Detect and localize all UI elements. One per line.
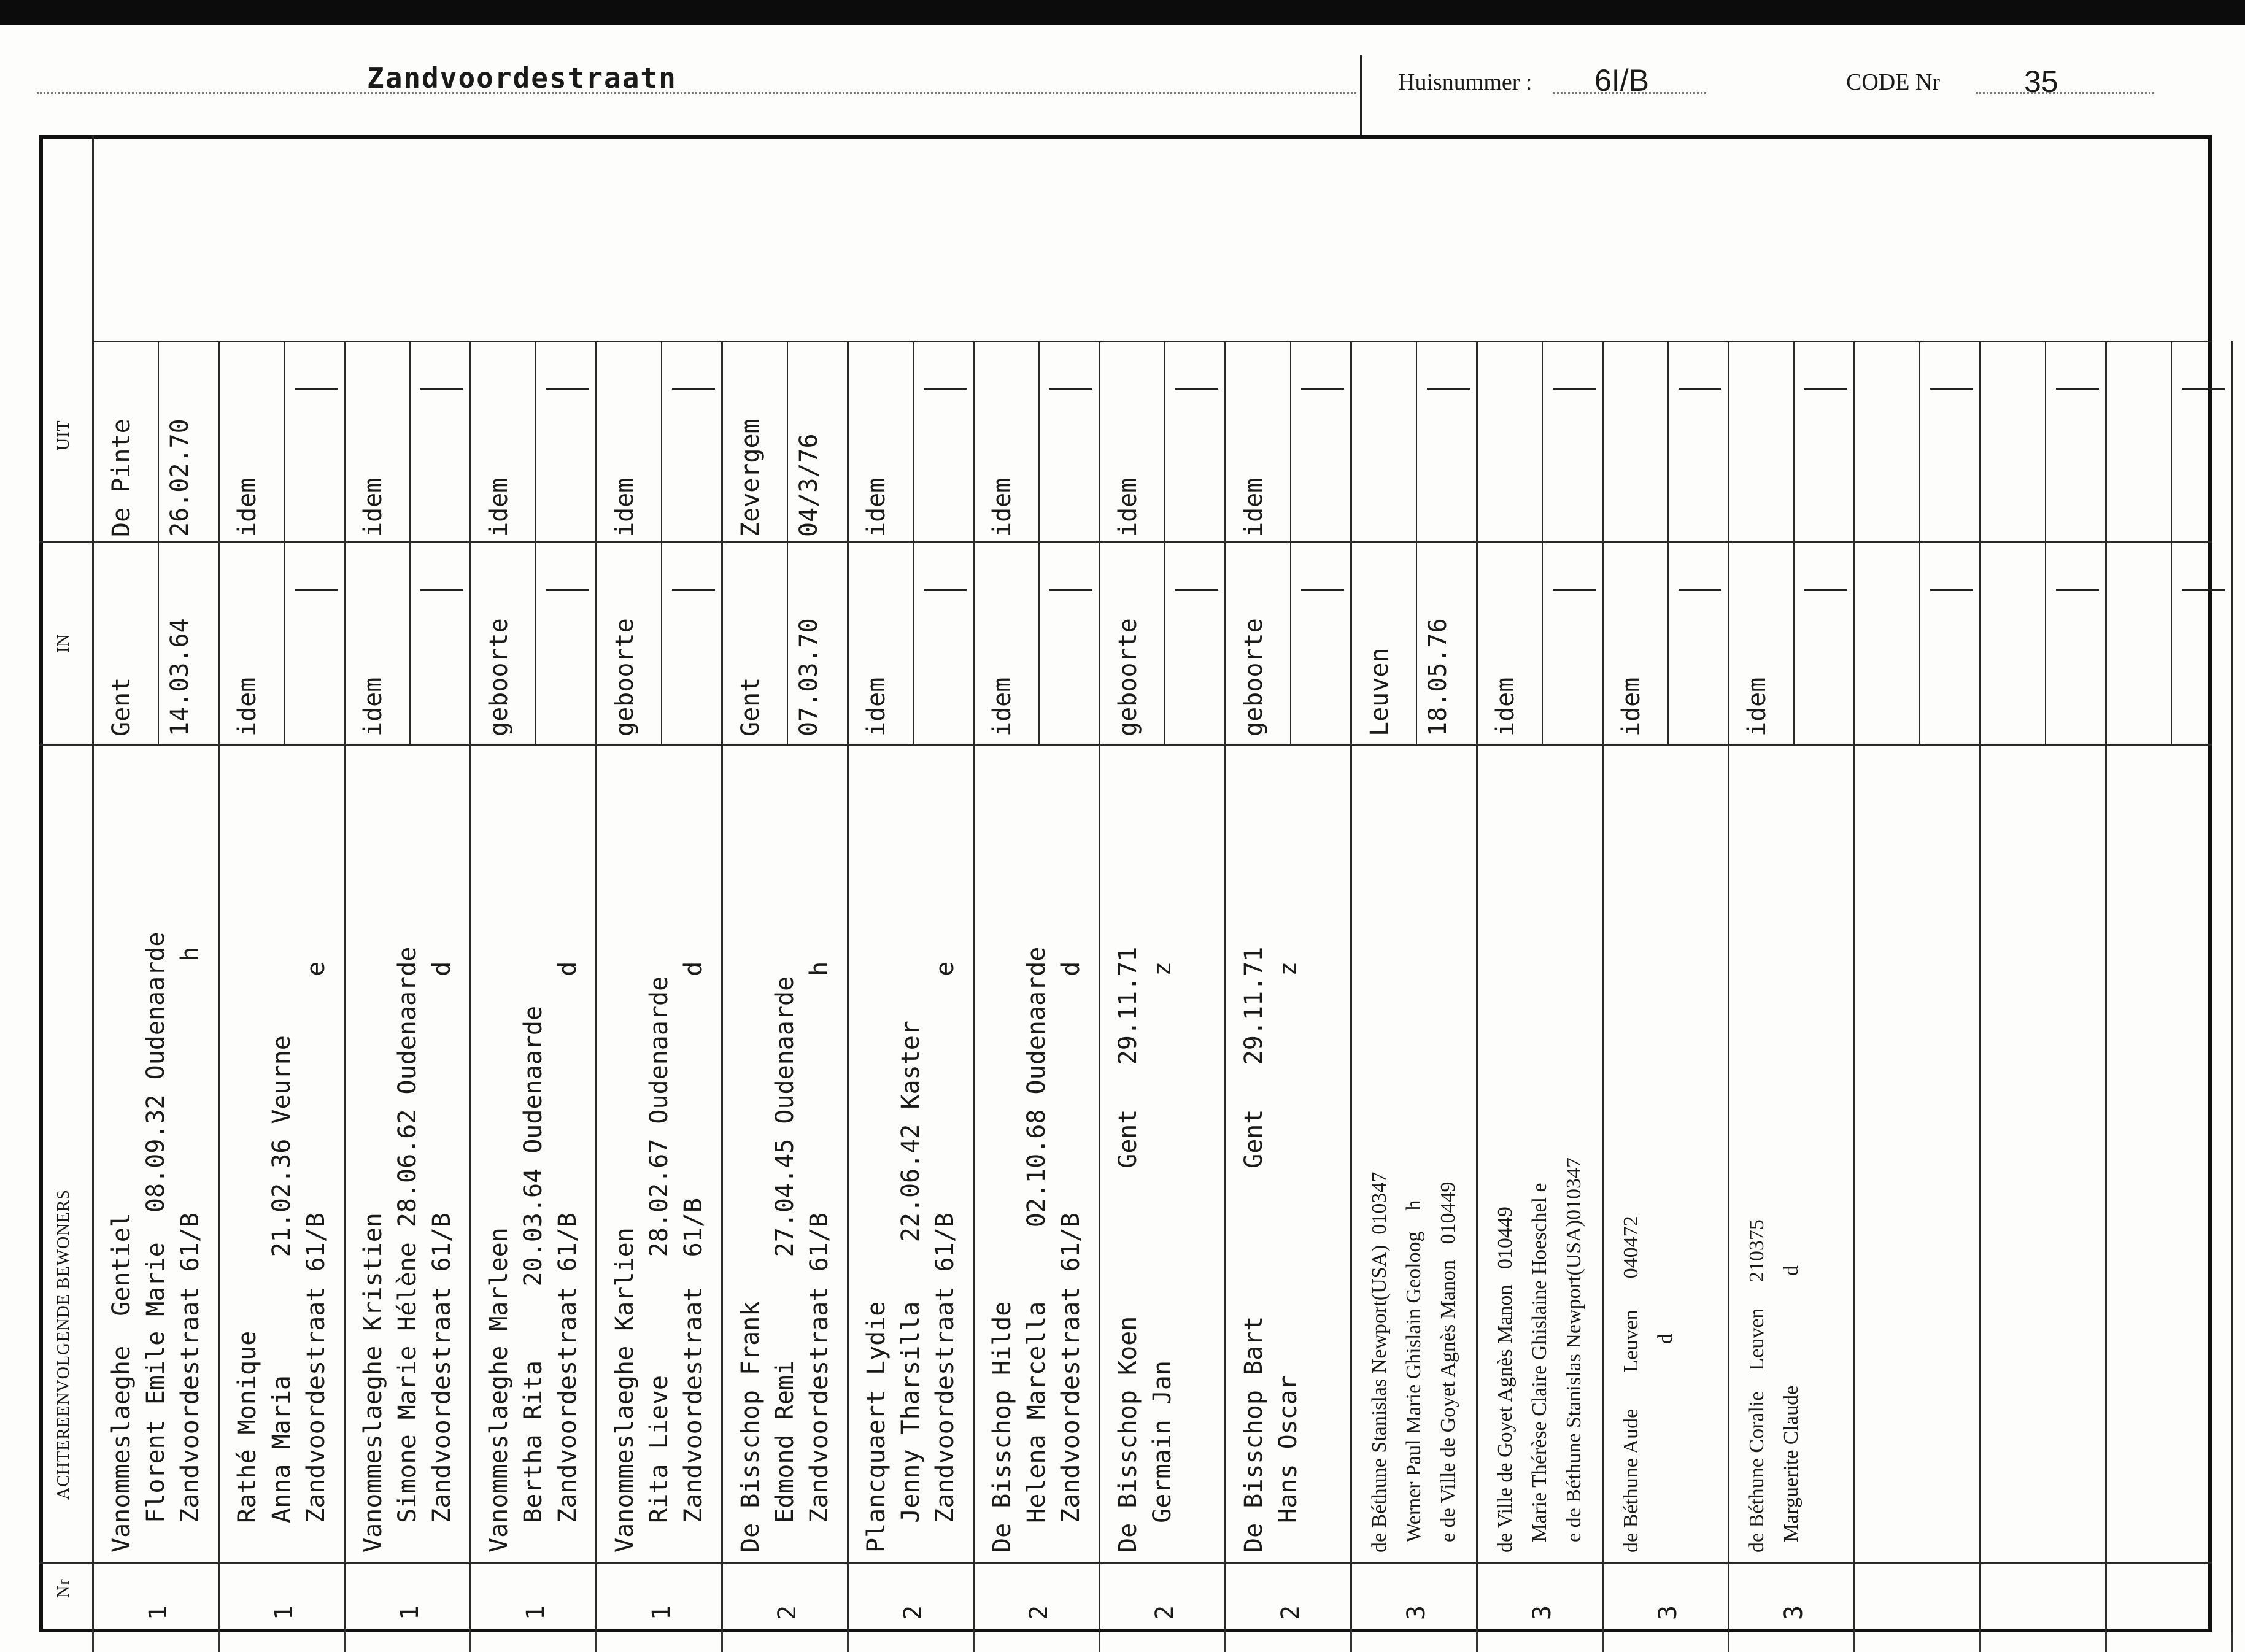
empty-cell-dash — [1427, 388, 1470, 390]
in-place: geboorte — [485, 618, 513, 736]
row-nr: 1 — [144, 1605, 172, 1620]
empty-cell-dash — [1301, 388, 1344, 390]
resident-entry: De Bisschop Frank Edmond Remi 27.04.45 Oudenaarde Zandvoordestraat 61/B h — [736, 961, 833, 1553]
bottom-edge-tick — [1602, 1632, 1604, 1652]
street-name: Zandvoordestraatn — [367, 61, 677, 95]
code-value: 35 — [2024, 64, 2058, 99]
heading-bewoners: ACHTEREENVOLGENDE BEWONERS — [54, 1189, 73, 1500]
uit-place: idem — [233, 477, 261, 537]
uit-place: idem — [1240, 477, 1268, 537]
empty-cell-dash — [924, 388, 967, 390]
uit-place: Zevergem — [736, 419, 765, 537]
heading-in: IN — [54, 633, 73, 653]
empty-cell-dash — [2182, 589, 2225, 591]
empty-cell-dash — [1175, 589, 1218, 591]
bottom-edge-tick — [973, 1632, 975, 1652]
empty-cell-dash — [1553, 589, 1596, 591]
in-place: idem — [988, 677, 1016, 736]
empty-cell-dash — [420, 589, 463, 591]
uit-date: 04/3/76 — [795, 433, 823, 537]
empty-cell-dash — [1804, 589, 1847, 591]
resident-entry: Vanommeslaeghe Karlien Rita Lieve 28.02.67 Oudenaarde Zandvoordestraat 61/B d — [611, 961, 708, 1553]
bottom-edge-tick — [1853, 1632, 1855, 1652]
empty-cell-dash — [1049, 589, 1092, 591]
uit-place: idem — [485, 477, 513, 537]
empty-cell-dash — [1679, 388, 1721, 390]
empty-cell-dash — [2056, 589, 2099, 591]
bottom-edge-tick — [847, 1632, 849, 1652]
empty-cell-dash — [924, 589, 967, 591]
in-date: 18.05.76 — [1424, 618, 1452, 736]
bottom-edge-tick — [2105, 1632, 2107, 1652]
in-place: idem — [233, 677, 261, 736]
in-place: Gent — [736, 677, 765, 736]
in-place: idem — [1743, 677, 1771, 736]
empty-cell-dash — [1049, 388, 1092, 390]
empty-cell-dash — [1553, 388, 1596, 390]
resident-entry: Vanommeslaeghe Marleen Bertha Rita 20.03.64 Oudenaarde Zandvoordestraat 61/B d — [485, 961, 582, 1553]
row-nr: 2 — [1025, 1605, 1053, 1620]
empty-cell-dash — [1301, 589, 1344, 591]
bottom-edge-tick — [1476, 1632, 1478, 1652]
rotated-register — [43, 135, 2208, 1629]
resident-entry: de Béthune Stanislas Newport(USA) 010347 Werner Paul Marie Ghislain Geoloog h e de Ville de Goyet Agnès Manon 010449 — [1368, 1171, 1459, 1553]
empty-cell-dash — [1930, 388, 1973, 390]
bottom-edge-tick — [1099, 1632, 1100, 1652]
in-place: geboorte — [611, 618, 639, 736]
empty-cell-dash — [420, 388, 463, 390]
empty-cell-dash — [546, 388, 589, 390]
row-nr: 2 — [899, 1605, 927, 1620]
in-place: idem — [862, 677, 891, 736]
empty-cell-dash — [2182, 388, 2225, 390]
bottom-edge-tick — [1224, 1632, 1226, 1652]
in-place: idem — [1617, 677, 1645, 736]
resident-entry: de Béthune Aude Leuven 040472 d — [1620, 1216, 1677, 1553]
uit-place: idem — [359, 477, 387, 537]
bottom-edge-tick — [1728, 1632, 1729, 1652]
bottom-edge-tick — [1979, 1632, 1981, 1652]
resident-entry: Vanommeslaeghe Gentiel Florent Emile Marie 08.09.32 Oudenaarde Zandvoordestraat 61/B h — [107, 932, 204, 1553]
row-nr: 1 — [396, 1605, 424, 1620]
empty-cell-dash — [672, 589, 715, 591]
huisnummer-value: 6I/B — [1594, 63, 1649, 98]
in-place: geboorte — [1240, 618, 1268, 736]
uit-place: idem — [988, 477, 1016, 537]
bottom-edge-tick — [218, 1632, 220, 1652]
bottom-edge-tick — [1350, 1632, 1352, 1652]
street-dotted-line — [37, 92, 1356, 94]
in-date: 14.03.64 — [166, 618, 194, 736]
resident-entry: Plancquaert Lydie Jenny Tharsilla 22.06.42 Kaster Zandvoordestraat 61/B e — [862, 961, 959, 1553]
resident-entry: De Bisschop Hilde Helena Marcella 02.10.68 Oudenaarde Zandvoordestraat 61/B d — [988, 946, 1085, 1553]
empty-cell-dash — [295, 388, 338, 390]
resident-entry: Rathé Monique Anna Maria 21.02.36 Veurne Zandvoordestraat 61/B e — [233, 961, 330, 1523]
huisnummer-label: Huisnummer : — [1398, 69, 1532, 95]
in-date: 07.03.70 — [795, 618, 823, 736]
in-place: idem — [359, 677, 387, 736]
row-nr: 3 — [1402, 1605, 1431, 1620]
bottom-edge-tick — [595, 1632, 597, 1652]
row-nr: 1 — [522, 1605, 550, 1620]
resident-entry: de Ville de Goyet Agnès Manon 010449 Marie Thérèse Claire Ghislaine Hoeschel e e de Béthune Stanislas Newport(USA)010347 — [1494, 1157, 1585, 1553]
empty-cell-dash — [1804, 388, 1847, 390]
uit-place: idem — [611, 477, 639, 537]
row-nr: 2 — [1277, 1605, 1305, 1620]
empty-cell-dash — [672, 388, 715, 390]
bottom-edge-tick — [344, 1632, 346, 1652]
in-place: geboorte — [1114, 618, 1142, 736]
bottom-edge-tick — [469, 1632, 471, 1652]
bottom-edge-tick — [2231, 1632, 2233, 1652]
uit-date: 26.02.70 — [166, 419, 194, 537]
in-place: Leuven — [1366, 647, 1394, 736]
row-nr: 2 — [1151, 1605, 1179, 1620]
huisnummer-dotted-line — [1553, 92, 1706, 94]
row-nr: 3 — [1654, 1605, 1682, 1620]
heading-nr: Nr — [54, 1578, 73, 1598]
empty-cell-dash — [546, 589, 589, 591]
resident-entry: Vanommeslaeghe Kristien Simone Marie Hélène 28.06.62 Oudenaarde Zandvoordestraat 61/B d — [359, 946, 456, 1553]
code-label: CODE Nr — [1846, 69, 1941, 95]
empty-cell-dash — [1930, 589, 1973, 591]
resident-entry: de Béthune Coralie Leuven 210375 Marguerite Claude d — [1745, 1219, 1803, 1553]
row-nr: 3 — [1528, 1605, 1556, 1620]
header-divider — [1360, 55, 1362, 135]
empty-cell-dash — [1175, 388, 1218, 390]
scan-top-border — [0, 0, 2245, 25]
in-place: idem — [1491, 677, 1520, 736]
row-nr: 1 — [270, 1605, 298, 1620]
empty-cell-dash — [2056, 388, 2099, 390]
row-nr: 2 — [773, 1605, 802, 1620]
empty-cell-dash — [295, 589, 338, 591]
uit-place: De Pinte — [107, 419, 136, 537]
empty-cell-dash — [1679, 589, 1721, 591]
row-nr: 3 — [1780, 1605, 1808, 1620]
row-nr: 1 — [647, 1605, 676, 1620]
in-place: Gent — [107, 677, 136, 736]
row-separator — [2231, 341, 2233, 1632]
resident-entry: De Bisschop Koen Gent 29.11.71 Germain Jan z — [1114, 946, 1177, 1553]
code-dotted-line — [1976, 92, 2154, 94]
bottom-edge-tick — [92, 1632, 94, 1652]
uit-place: idem — [862, 477, 891, 537]
resident-entry: De Bisschop Bart Gent 29.11.71 Hans Oscar z — [1240, 946, 1302, 1553]
heading-uit: UIT — [54, 420, 73, 450]
bottom-edge-tick — [721, 1632, 723, 1652]
uit-place: idem — [1114, 477, 1142, 537]
